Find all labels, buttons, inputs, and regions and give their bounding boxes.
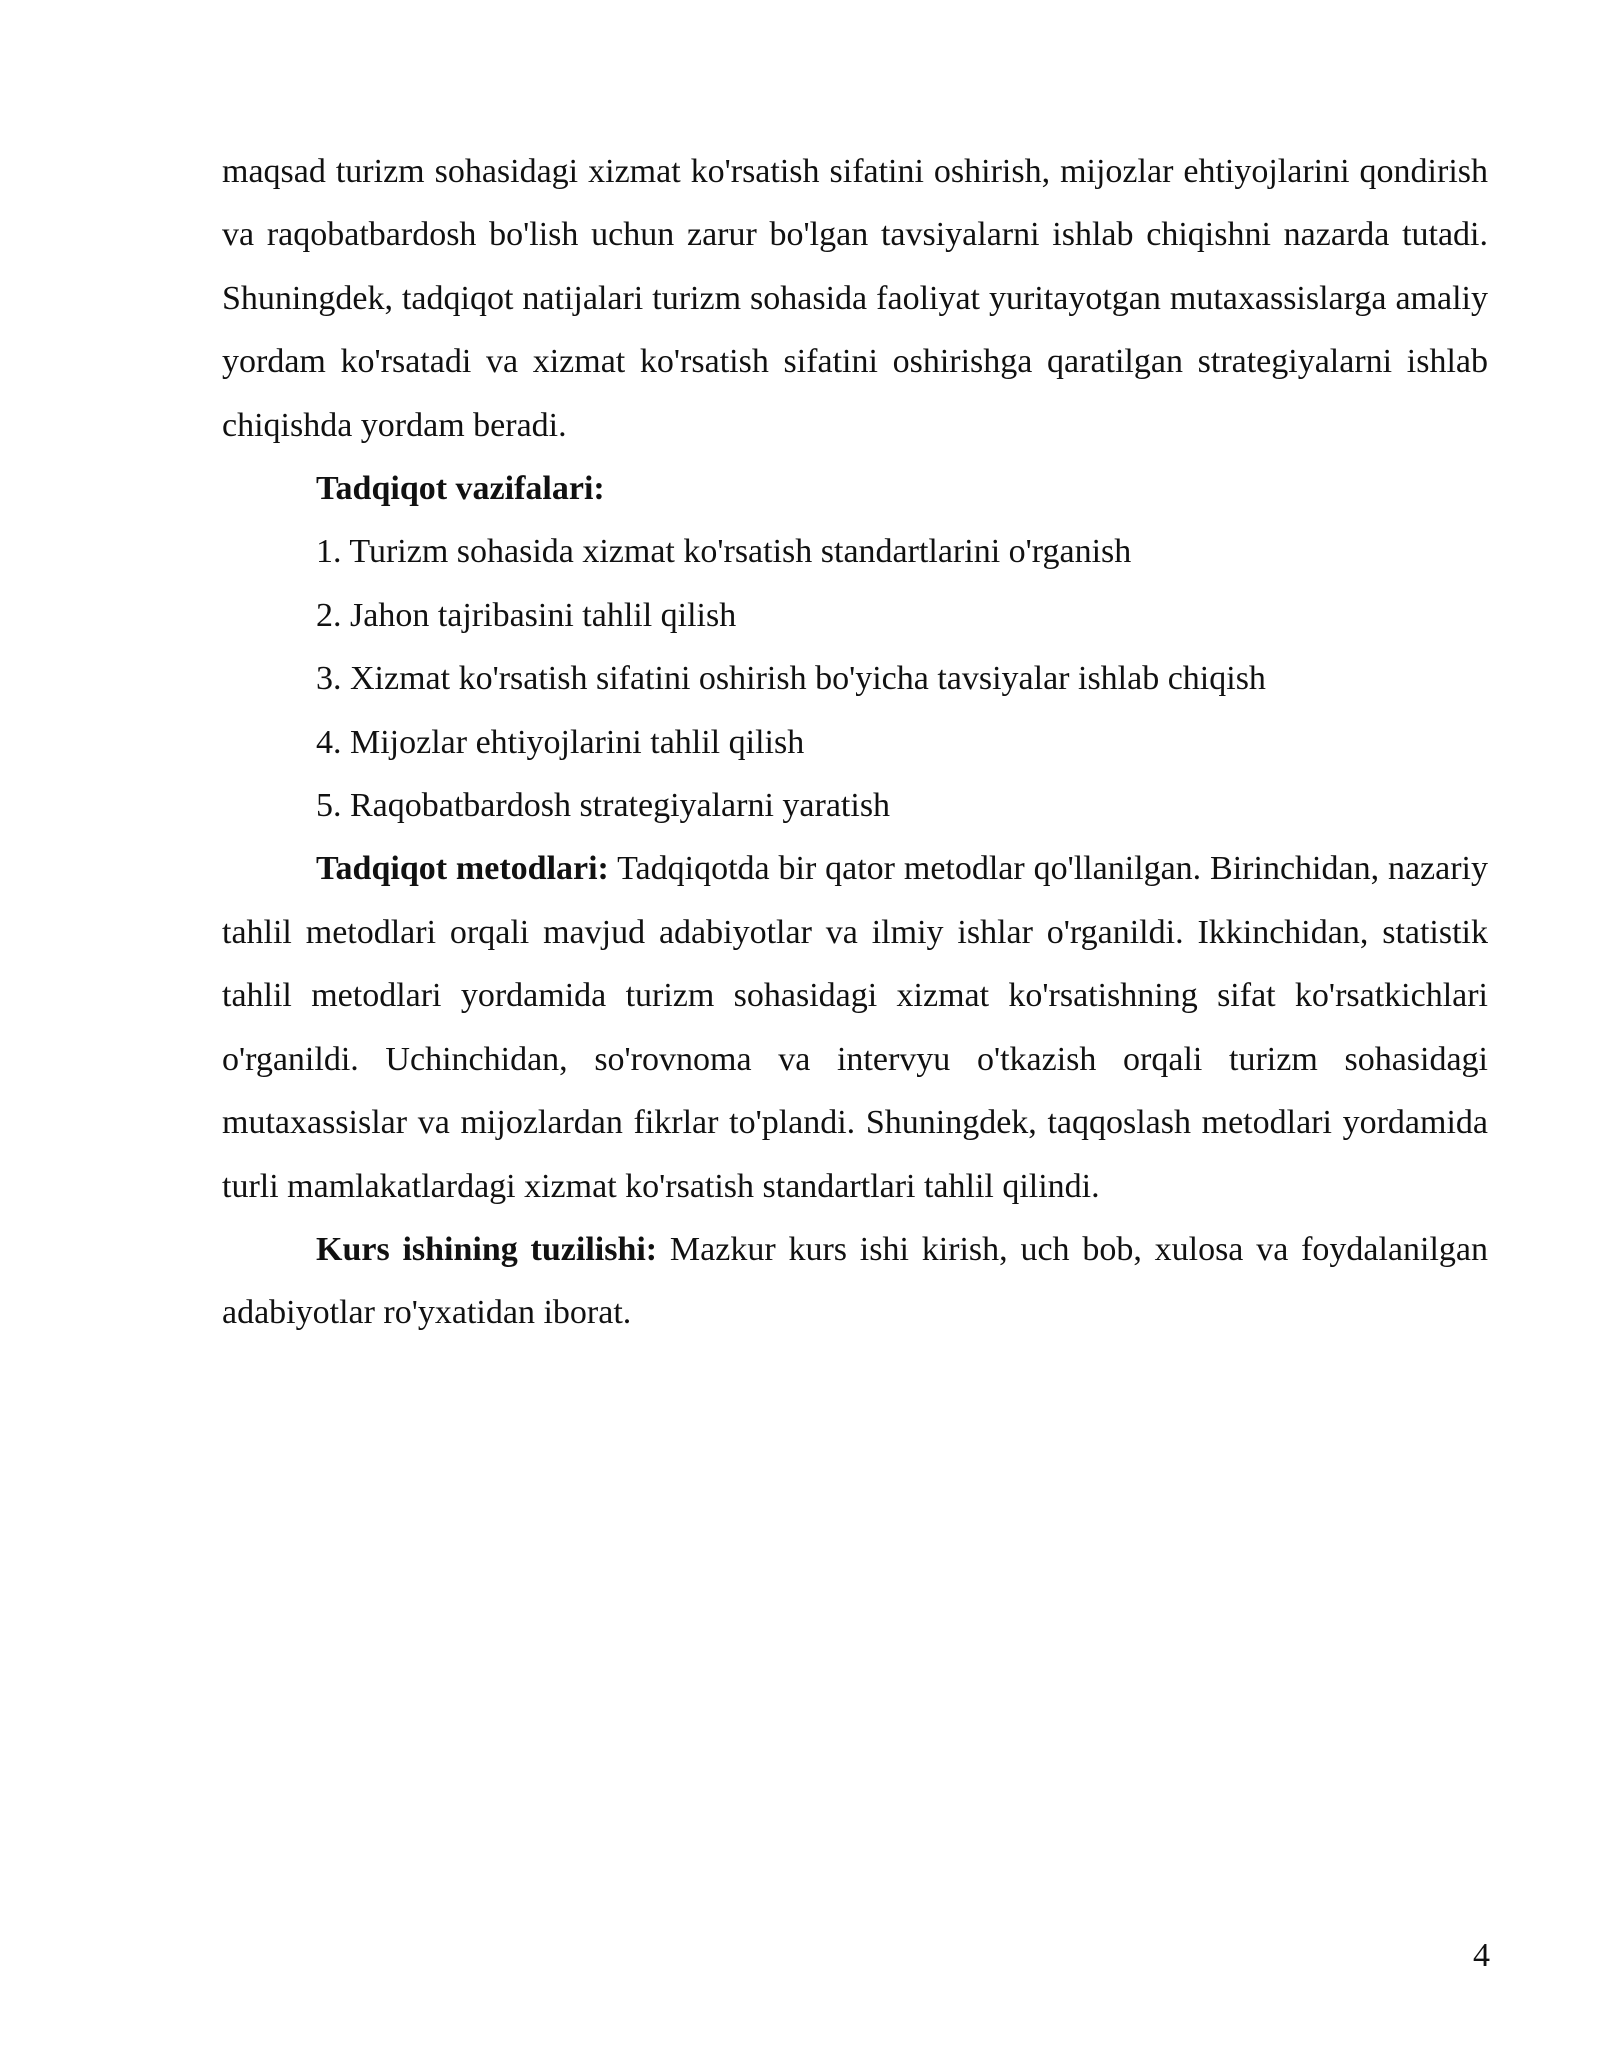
intro-paragraph: maqsad turizm sohasidagi xizmat ko'rsatish sifatini oshirish, mijozlar ehtiyojlarini qondirish va raqobatbardosh bo'lish uchun zarur bo'lgan tavsiyalarni ishlab chiqishni nazarda tutadi. Shuningdek, tadqiqot natijalari turizm sohasida faoliyat yuritayotgan mutaxassislarga amaliy yordam ko'rsatadi va xizmat ko'rsatish sifatini oshirishga qaratilgan strategiyalarni ishlab chiqishda yordam beradi.	[222, 153, 1488, 444]
document-body	[222, 140, 1488, 1345]
methods-paragraph	[222, 837, 1488, 1217]
task-item-2: 2. Jahon tajribasini tahlil qilish	[316, 596, 737, 634]
structure-text: Mazkur kurs ishi kirish, uch bob, xulosa va foydalanilgan adabiyotlar ro'yxatidan iborat.	[222, 1230, 1489, 1332]
tasks-heading-label: Tadqiqot vazifalari:	[316, 470, 605, 508]
task-item-3: 3. Xizmat ko'rsatish sifatini oshirish bo'yicha tavsiyalar ishlab chiqish	[316, 660, 1266, 698]
task-item-5: 5. Raqobatbardosh strategiyalarni yaratish	[316, 787, 891, 825]
methods-text: Tadqiqotda bir qator metodlar qo'llanilgan. Birinchidan, nazariy tahlil metodlari orqali mavjud adabiyotlar va ilmiy ishlar o'rganildi. Ikkinchidan, statistik tahlil metodlari yordamida turizm sohasidagi xizmat ko'rsatishning sifat ko'rsatkichlari o'rganildi. Uchinchidan, so'rovnoma va intervyu o'tkazish orqali turizm sohasidagi mutaxassislar va mijozlardan fikrlar to'plandi. Shuningdek, taqqoslash metodlari yordamida turli mamlakatlardagi xizmat ko'rsatish standartlari tahlil qilindi.	[222, 850, 1488, 1205]
tasks-heading	[222, 457, 1488, 520]
task-item-4: 4. Mijozlar ehtiyojlarini tahlil qilish	[316, 723, 805, 761]
structure-label: Kurs ishining tuzilishi:	[316, 1230, 658, 1268]
methods-label: Tadqiqot metodlari:	[316, 850, 609, 888]
structure-paragraph	[222, 1218, 1488, 1345]
page-number: 4	[1473, 1937, 1490, 1974]
task-item-1: 1. Turizm sohasida xizmat ko'rsatish standartlarini o'rganish	[316, 533, 1132, 571]
